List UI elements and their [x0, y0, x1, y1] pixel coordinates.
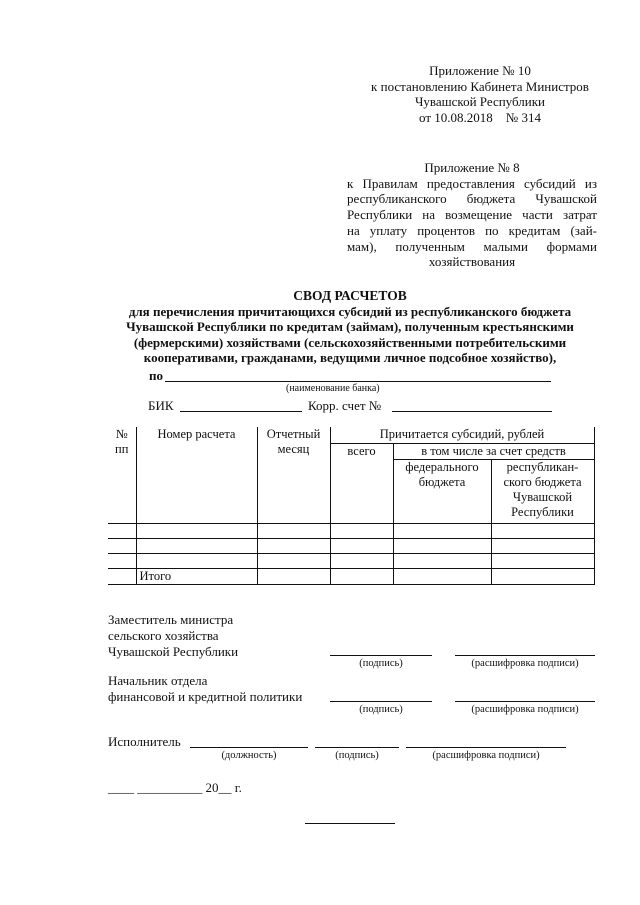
- bottom-separator: [305, 823, 395, 824]
- calculation-table: [108, 427, 595, 585]
- corr-account-field[interactable]: [392, 411, 552, 412]
- header-total: всего: [330, 443, 393, 523]
- corr-account-label: Корр. счет №: [308, 398, 382, 413]
- executor-label: Исполнитель: [108, 734, 181, 749]
- decoding-caption: (расшифровка подписи): [471, 658, 579, 669]
- deputy-title-line: Чувашской Республики: [108, 644, 239, 659]
- heading-line: Чувашской Республики по кредитам (займам), полученным крестьянскими: [126, 319, 574, 334]
- executor-signature-field[interactable]: [315, 747, 399, 748]
- bik-label: БИК: [148, 398, 174, 413]
- appendix-8-line: республиканского бюджета Чувашской: [347, 191, 597, 207]
- executor-decoding-field[interactable]: [406, 747, 566, 748]
- decoding-caption: (расшифровка подписи): [432, 750, 540, 761]
- header-subsidy: Причитается субсидий, рублей: [330, 427, 594, 443]
- signature-caption: (подпись): [359, 658, 403, 669]
- header-report-month: Отчетный месяц: [257, 427, 330, 523]
- appendix-8-line: на уплату процентов по кредитам (зай-: [347, 222, 597, 238]
- total-label: Итого: [136, 568, 257, 584]
- header-num: № пп: [108, 427, 136, 523]
- head-signature-field[interactable]: [330, 701, 432, 702]
- signature-caption: (подпись): [359, 704, 403, 715]
- appendix-10-line: Чувашской Республики: [414, 94, 546, 109]
- appendix-8-title: Приложение № 8: [424, 160, 520, 175]
- deputy-signature-field[interactable]: [330, 655, 432, 656]
- document-title: СВОД РАСЧЕТОВ: [293, 288, 407, 303]
- head-of-department-title: [108, 673, 302, 705]
- bank-caption: (наименование банка): [286, 383, 380, 394]
- heading-line: кооперативами, гражданами, ведущими личное подсобное хозяйство),: [143, 350, 557, 365]
- total-row: [108, 568, 594, 584]
- executor-position-field[interactable]: [190, 747, 308, 748]
- table-row: [108, 553, 594, 568]
- appendix-10: [330, 63, 630, 125]
- heading-line: для перечисления причитающихся субсидий из республиканского бюджета: [128, 303, 572, 319]
- date-field[interactable]: ____ __________ 20__ г.: [108, 780, 242, 795]
- table-row: [108, 523, 594, 538]
- header-republic-budget: республикан- ского бюджета Чувашской Республики: [491, 459, 594, 523]
- appendix-8-line: хозяйствования: [428, 254, 516, 270]
- appendix-8: [347, 160, 597, 270]
- deputy-title-line: Заместитель министра: [108, 612, 234, 627]
- bik-field[interactable]: [180, 411, 302, 412]
- appendix-10-line: от 10.08.2018 № 314: [419, 109, 541, 125]
- head-decoding-field[interactable]: [455, 701, 595, 702]
- header-federal-budget: федерального бюджета: [393, 459, 491, 523]
- appendix-10-line: Приложение № 10: [429, 63, 531, 78]
- document-heading: [60, 288, 640, 366]
- deputy-decoding-field[interactable]: [455, 655, 595, 656]
- appendix-10-line: к постановлению Кабинета Министров: [371, 78, 589, 94]
- bank-name-field[interactable]: [165, 381, 551, 382]
- appendix-8-line: мам), полученным малыми формами: [347, 238, 597, 254]
- heading-line: (фермерскими) хозяйствами (сельскохозяйственными потребительскими: [133, 334, 567, 350]
- head-title-line: финансовой и кредитной политики: [108, 689, 303, 704]
- head-title-line: Начальник отдела: [108, 673, 208, 688]
- appendix-8-line: к Правилам предоставления субсидий из: [347, 175, 597, 191]
- deputy-title-line: сельского хозяйства: [108, 628, 219, 643]
- table-row: [108, 538, 594, 553]
- decoding-caption: (расшифровка подписи): [471, 704, 579, 715]
- header-including: в том числе за счет средств: [393, 443, 594, 459]
- position-caption: (должность): [221, 750, 277, 761]
- signature-caption: (подпись): [335, 750, 379, 761]
- appendix-8-line: Республики на возмещение части затрат: [347, 207, 597, 223]
- po-label: по: [149, 368, 163, 383]
- header-account-number: Номер расчета: [136, 427, 257, 523]
- deputy-minister-title: [108, 612, 238, 660]
